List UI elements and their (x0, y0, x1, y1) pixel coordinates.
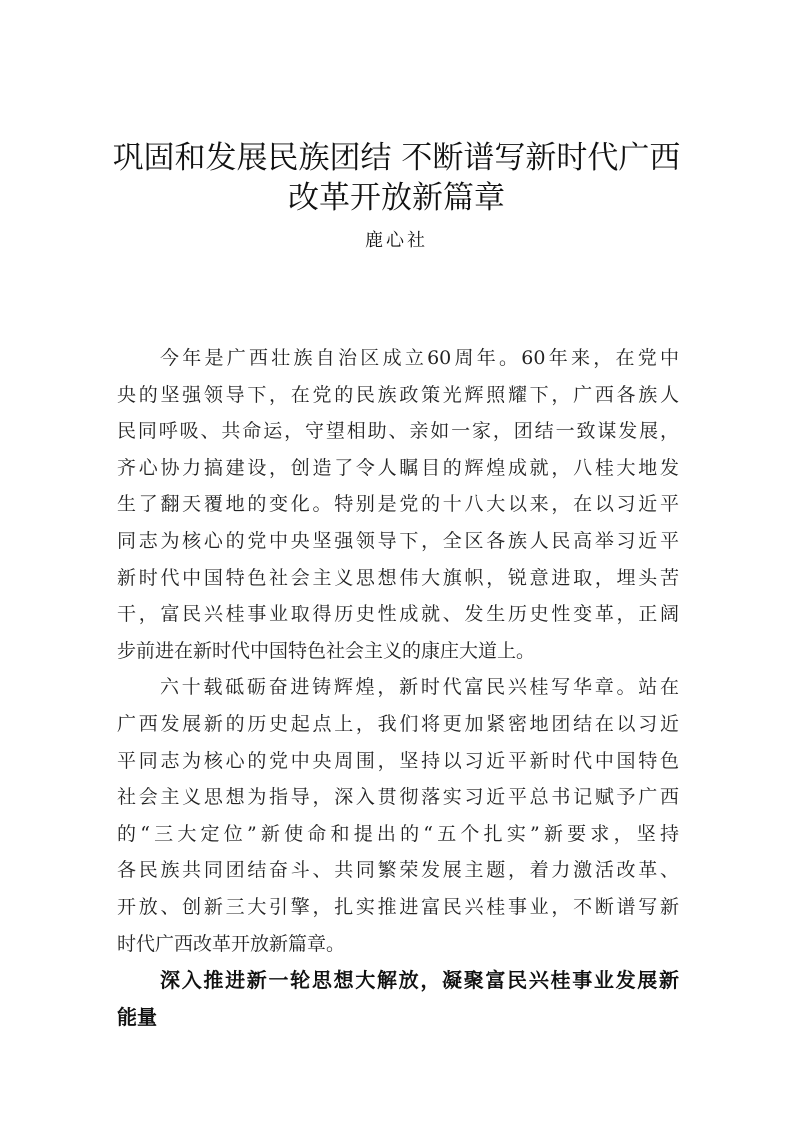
section-heading-line-1: 深入推进新一轮思想大解放，凝聚富民兴桂事业发展新 (160, 968, 679, 993)
paragraph-2-line: 平同志为核心的党中央周围，坚持以习近平新时代中国特色 (117, 749, 679, 772)
paragraph-2-line: 时代广西改革开放新篇章。 (117, 932, 346, 955)
paragraph-2-line: 社会主义思想为指导，深入贯彻落实习近平总书记赋予广西 (117, 786, 679, 809)
paragraph-1-line: 今年是广西壮族自治区成立60周年。60年来，在党中 (160, 347, 679, 369)
paragraph-2-line: 开放、创新三大引擎，扎实推进富民兴桂事业，不断谱写新 (117, 895, 679, 918)
paragraph-1-line: 民同呼吸、共命运，守望相助、亲如一家，团结一致谋发展， (117, 420, 679, 443)
paragraph-2-line: 各民族共同团结奋斗、共同繁荣发展主题，着力激活改革、 (117, 859, 679, 882)
paragraph-2-line: 广西发展新的历史起点上，我们将更加紧密地团结在以习近 (117, 712, 679, 735)
paragraph-2-line: 的“三大定位”新使命和提出的“五个扎实”新要求，坚持 (117, 822, 679, 845)
document-body (117, 340, 679, 1035)
document-title-line-1: 巩固和发展民族团结 不断谱写新时代广西 (112, 140, 681, 176)
document-author: 鹿心社 (365, 230, 428, 251)
paragraph-1-line: 同志为核心的党中央坚强领导下，全区各族人民高举习近平 (117, 529, 679, 552)
paragraph-1-line: 新时代中国特色社会主义思想伟大旗帜，锐意进取，埋头苦 (117, 566, 679, 589)
document-title-line-2: 改革开放新篇章 (288, 180, 505, 216)
section-heading-line-2: 能量 (117, 1004, 157, 1029)
paragraph-1-line: 齐心协力搞建设，创造了令人瞩目的辉煌成就，八桂大地发 (117, 456, 679, 479)
paragraph-1-line: 央的坚强领导下，在党的民族政策光辉照耀下，广西各族人 (117, 383, 679, 406)
paragraph-1-line: 干，富民兴桂事业取得历史性成就、发生历史性变革，正阔 (117, 603, 679, 626)
paragraph-1-line: 生了翻天覆地的变化。特别是党的十八大以来，在以习近平 (117, 493, 679, 516)
paragraph-1-line: 步前进在新时代中国特色社会主义的康庄大道上。 (117, 639, 536, 662)
paragraph-2-line: 六十载砥砺奋进铸辉煌，新时代富民兴桂写华章。站在 (160, 676, 679, 699)
